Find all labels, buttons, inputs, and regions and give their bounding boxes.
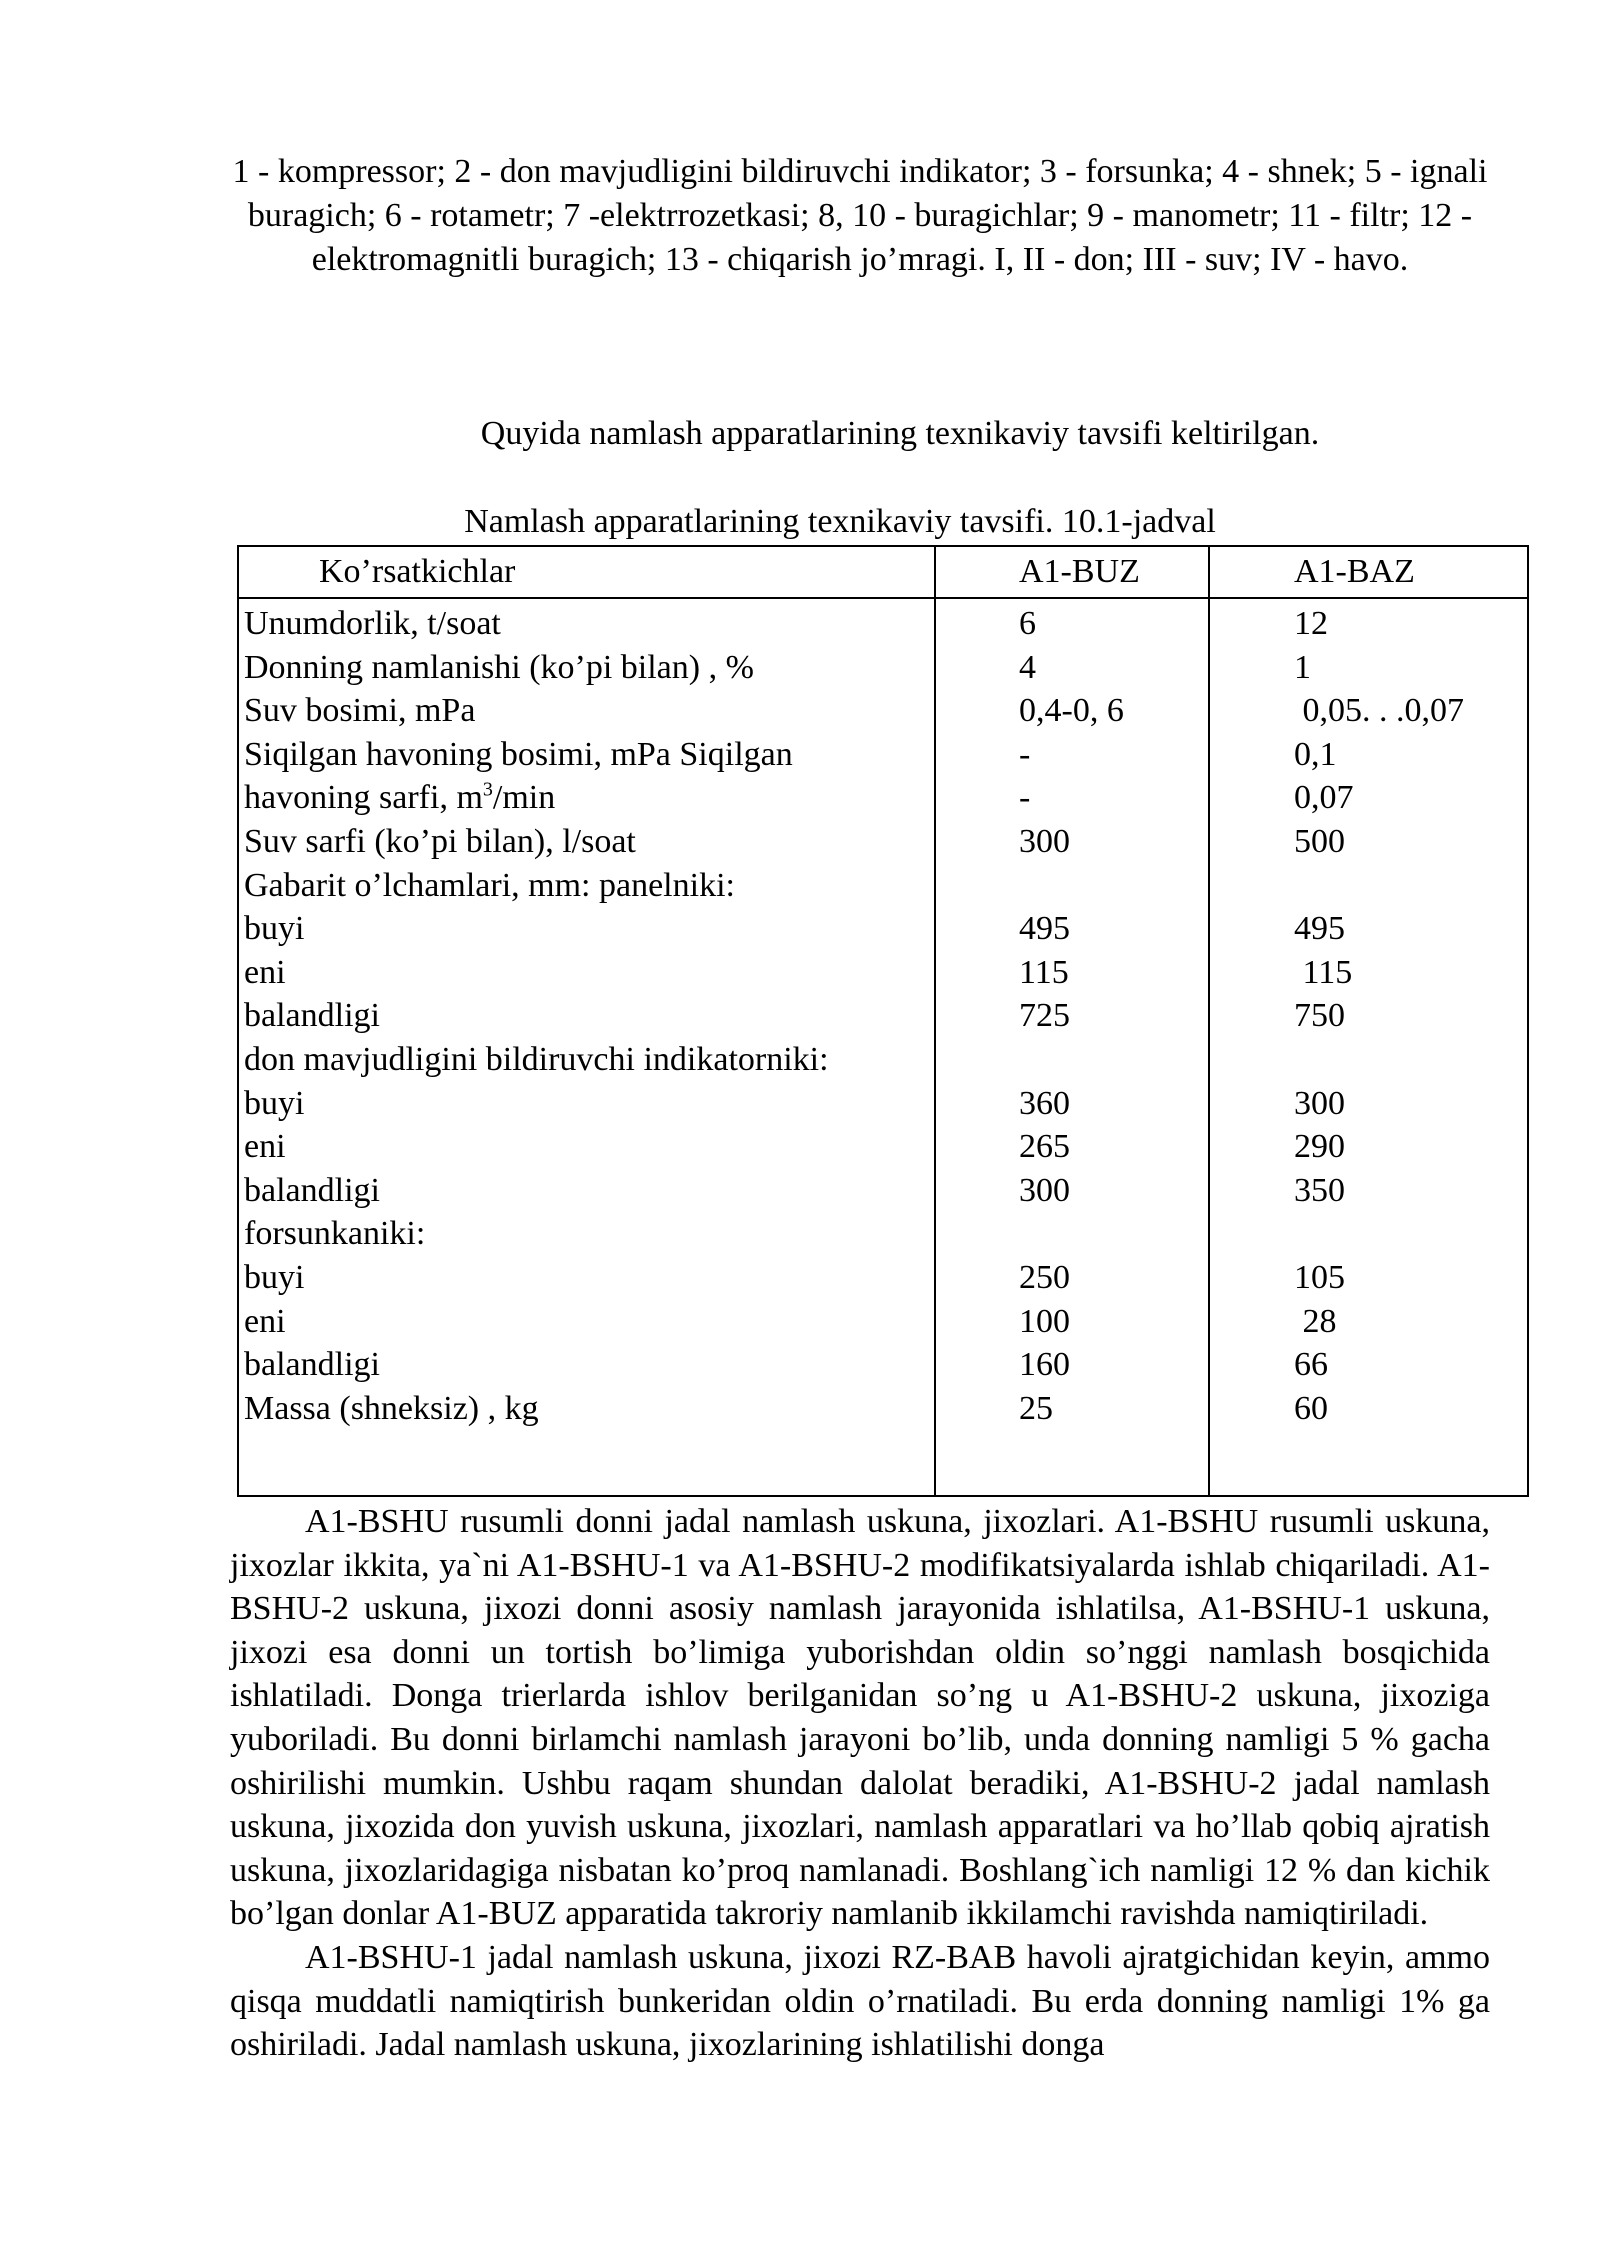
- cell-indicator: buyi: [244, 1084, 305, 1122]
- body-text: [230, 1500, 1490, 2067]
- table-row: [239, 1343, 1527, 1387]
- cell-indicator: forsunkaniki:: [244, 1215, 426, 1253]
- cell-a1-baz: 500: [1294, 822, 1345, 860]
- paragraph: A1-BSHU-1 jadal namlash uskuna, jixozi RZ-BAB havoli ajratgichidan keyin, ammo qisqa muddatli namiqtirish bunkeridan oldin o’rnatiladi. Bu erda donning namligi 1% ga oshiriladi. Jadal namlash uskuna, jixozlarining ishlatilishi donga: [230, 1938, 1490, 2064]
- cell-indicator: Suv bosimi, mPa: [244, 692, 476, 730]
- cell-a1-baz: 750: [1294, 997, 1345, 1035]
- cell-a1-baz: 495: [1294, 910, 1345, 948]
- cell-a1-buz: 6: [1019, 605, 1036, 642]
- table-row: [239, 733, 1527, 777]
- table-row: [239, 1387, 1527, 1431]
- cell-indicator: buyi: [244, 1258, 305, 1296]
- table-row: [239, 1300, 1527, 1344]
- table-row: [239, 907, 1527, 951]
- cell-a1-baz: 350: [1294, 1171, 1345, 1209]
- cell-indicator: balandligi: [244, 997, 380, 1035]
- cell-a1-buz: 300: [1019, 1171, 1070, 1209]
- table-row: [239, 1082, 1527, 1126]
- table-row: [239, 820, 1527, 864]
- cell-indicator: Massa (shneksiz) , kg: [244, 1389, 539, 1427]
- table-header-divider: [239, 597, 1527, 599]
- cell-a1-buz: 115: [1019, 953, 1069, 991]
- table-row: [239, 689, 1527, 733]
- cell-indicator: Donning namlanishi (ko’pi bilan) , %: [244, 648, 754, 686]
- cell-indicator: eni: [244, 1128, 286, 1166]
- cell-a1-baz: 66: [1294, 1346, 1328, 1384]
- cell-indicator: eni: [244, 953, 286, 991]
- cell-a1-buz: 160: [1019, 1346, 1070, 1384]
- table-row: [239, 776, 1527, 820]
- cell-indicator: Siqilgan havoning bosimi, mPa Siqilgan: [244, 735, 793, 773]
- cell-indicator: Suv sarfi (ko’pi bilan), l/soat: [244, 822, 636, 860]
- cell-a1-buz: 360: [1019, 1084, 1070, 1122]
- cell-a1-buz: 100: [1019, 1302, 1070, 1340]
- cell-indicator: havoning sarfi, $m^3/\min$: [244, 779, 556, 817]
- cell-indicator: buyi: [244, 910, 305, 948]
- table-row: [239, 646, 1527, 690]
- cell-a1-buz: 725: [1019, 997, 1070, 1035]
- header-a1-buz: A1-BUZ: [1019, 553, 1140, 590]
- cell-a1-baz: 115: [1294, 953, 1353, 991]
- cell-a1-buz: 495: [1019, 910, 1070, 948]
- table-row: [239, 951, 1527, 995]
- figure-caption: 1 - kompressor; 2 - don mavjudligini bildiruvchi indikator; 3 - forsunka; 4 - shnek; 5 - ignali buragich; 6 - rotametr; 7 -elektrrozetkasi; 8, 10 - buragichlar; 9 - manometr; 11 - filtr; 12 - elektromagnitli buragich; 13 - chiqarish jo’mragi. I, II - don; III - suv; IV - havo.: [232, 153, 1488, 278]
- table-body: [239, 602, 1527, 1430]
- cell-indicator: balandligi: [244, 1171, 380, 1209]
- cell-a1-buz: 25: [1019, 1389, 1053, 1427]
- cell-a1-baz: 290: [1294, 1128, 1345, 1166]
- cell-a1-buz: 250: [1019, 1258, 1070, 1296]
- table-row: [239, 864, 1527, 908]
- cell-a1-buz: -: [1019, 735, 1031, 773]
- cell-a1-buz: 265: [1019, 1128, 1070, 1166]
- cell-a1-buz: 4: [1019, 648, 1036, 686]
- cell-indicator: eni: [244, 1302, 286, 1340]
- table-row: [239, 1125, 1527, 1169]
- cell-a1-baz: 0,07: [1294, 779, 1354, 817]
- paragraph: A1-BSHU rusumli donni jadal namlash uskuna, jixozlari. A1-BSHU rusumli uskuna, jixozlar ikkita, ya`ni A1-BSHU-1 va A1-BSHU-2 modifikatsiyalarda ishlab chiqariladi. A1-BSHU-2 uskuna, jixozi donni asosiy namlash jarayonida ishlatilsa, A1-BSHU-1 uskuna, jixozi esa donni un tortish bo’limiga yuborishdan oldin so’nggi namlash bosqichida ishlatiladi. Donga trierlarda ishlov berilganidan so’ng u A1-BSHU-2 uskuna, jixoziga yuboriladi. Bu donni birlamchi namlash jarayoni bo’lib, unda donning namligi 5 % gacha oshirilishi mumkin. Ushbu raqam shundan dalolat beradiki, A1-BSHU-2 jadal namlash uskuna, jixozida don yuvish uskuna, jixozlari, namlash apparatlari va ho’llab qobiq ajratish uskuna, jixozlaridagiga nisbatan ko’proq namlanadi. Boshlang`ich namligi 12 % dan kichik bo’lgan donlar A1-BUZ apparatida takroriy namlanib ikkilamchi ravishda namiqtiriladi.: [230, 1503, 1490, 1933]
- table-row: [239, 994, 1527, 1038]
- table-row: [239, 1169, 1527, 1213]
- header-a1-baz: A1-BAZ: [1294, 553, 1415, 590]
- table-title: Namlash apparatlarining texnikaviy tavsifi. 10.1-jadval: [464, 503, 1216, 540]
- cell-indicator: don mavjudligini bildiruvchi indikatorniki:: [244, 1040, 829, 1078]
- table-row: [239, 1212, 1527, 1256]
- table-row: [239, 1038, 1527, 1082]
- cell-a1-baz: 28: [1294, 1302, 1337, 1340]
- cell-a1-baz: 105: [1294, 1258, 1345, 1296]
- cell-a1-buz: 0,4-0, 6: [1019, 692, 1124, 730]
- header-indicators: Ko’rsatkichlar: [319, 553, 516, 590]
- cell-a1-baz: 12: [1294, 605, 1328, 642]
- cell-a1-baz: 1: [1294, 648, 1311, 686]
- cell-a1-baz: 60: [1294, 1389, 1328, 1427]
- cell-a1-buz: 300: [1019, 822, 1070, 860]
- cell-a1-buz: -: [1019, 779, 1031, 817]
- cell-indicator: Gabarit o’lchamlari, mm: panelniki:: [244, 866, 735, 904]
- table-row: [239, 602, 1527, 646]
- cell-indicator: Unumdorlik, t/soat: [244, 605, 501, 642]
- cell-a1-baz: 0,05. . .0,07: [1294, 692, 1464, 730]
- intro-text: Quyida namlash apparatlarining texnikaviy tavsifi keltirilgan.: [480, 415, 1320, 452]
- table-row: [239, 1256, 1527, 1300]
- cell-indicator: balandligi: [244, 1346, 380, 1384]
- spec-table: [237, 545, 1529, 1497]
- cell-a1-baz: 0,1: [1294, 735, 1337, 773]
- cell-a1-baz: 300: [1294, 1084, 1345, 1122]
